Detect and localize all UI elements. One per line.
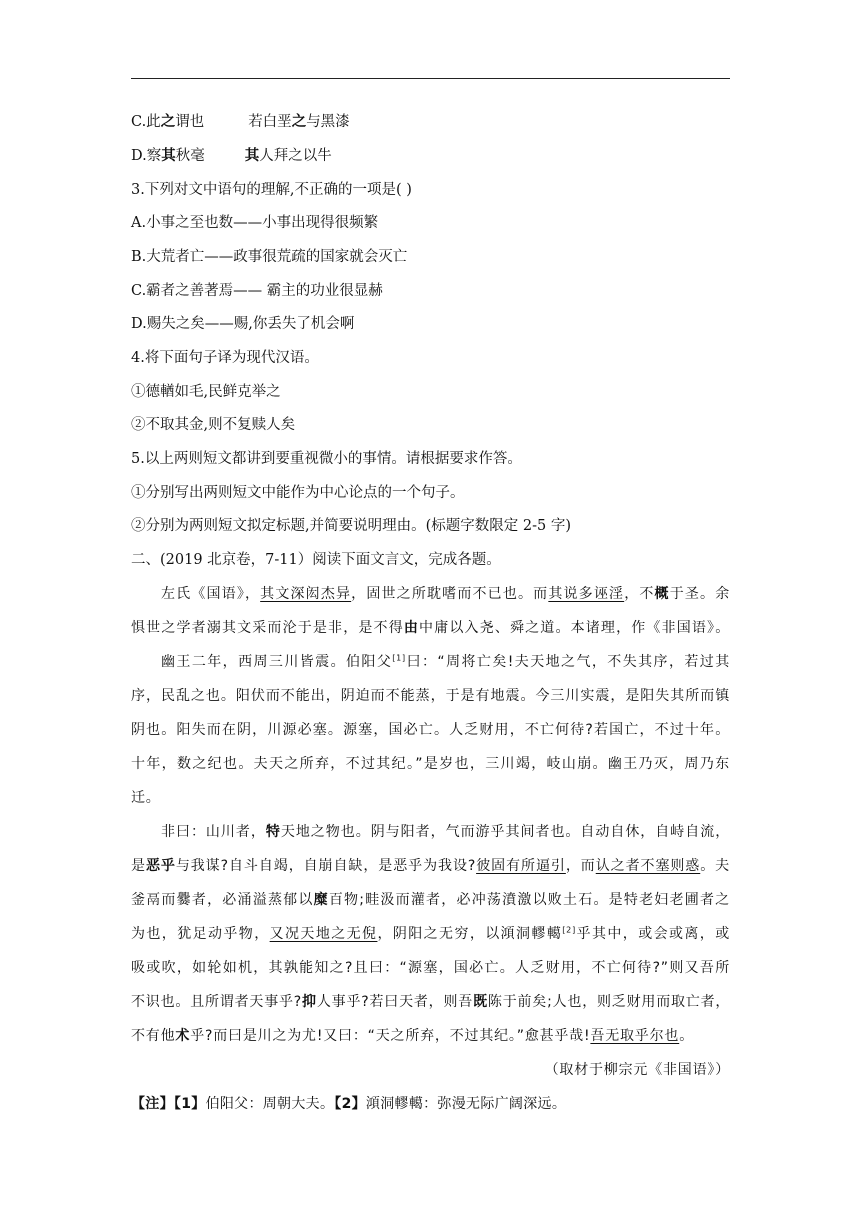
passage-p3-line-4: 为也，犹足动乎物，又况天地之无倪，阴阳之无穷，以澒洞轇轕[2]乎其中，或会或离，或: [131, 925, 731, 942]
q4-stem: 4.将下面句子译为现代汉语。: [131, 350, 319, 366]
footnote-ref-2: [2]: [562, 925, 576, 935]
q3-stem: 3.下列对文中语句的理解,不正确的一项是( ): [131, 182, 412, 198]
passage-p2-line-2: 序，民乱之也。阳伏而不能出，阴迫而不能蒸，于是有地震。今三川实震，是阳失其所而镇: [131, 688, 730, 704]
q5-task-2: ②分别为两则短文拟定标题,并简要说明理由。(标题字数限定 2-5 字): [131, 518, 571, 534]
q5-stem: 5.以上两则短文都讲到要重视微小的事情。请根据要求作答。: [131, 451, 522, 467]
section-2-header: 二、(2019 北京卷，7-11）阅读下面文言文，完成各题。: [131, 552, 501, 568]
q3-option-b: B.大荒者亡——政事很荒疏的国家就会灭亡: [131, 249, 408, 265]
q2-option-c: C.此之谓也 若白垩之与黑漆: [131, 113, 350, 130]
passage-p2-line-3: 阴也。阳失而在阴，川源必塞。源塞，国必亡。人乏财用，不亡何待?若国亡，不过十年。: [131, 722, 730, 738]
passage-p2-line-1: 幽王二年，西周三川皆震。伯阳父[1]曰：“周将亡矣!夫天地之气，不失其序，若过其: [161, 653, 731, 670]
passage-p3-line-1: 非曰：山川者，特天地之物也。阴与阳者，气而游乎其间者也。自动自休，自峙自流，: [161, 824, 730, 840]
passage-p3-line-3: 釜鬲而爨者，必涌溢蒸郁以糜百物;畦汲而灌者，必冲荡濆激以败土石。是特老妇老圃者之: [131, 892, 730, 908]
q3-option-c: C.霸者之善著焉—— 霸主的功业很显赫: [131, 283, 383, 299]
passage-p2-line-5: 迁。: [131, 790, 161, 806]
passage-p2-line-4: 十年，数之纪也。夫天之所弃，不过其纪。”是岁也，三川竭，岐山崩。幽王乃灭，周乃东: [131, 756, 730, 772]
q5-task-1: ①分别写出两则短文中能作为中心论点的一个句子。: [131, 485, 465, 501]
passage-p3-line-2: 是恶乎与我谋?自斗自竭，自崩自缺，是恶乎为我设?彼固有所逼引，而认之者不塞则惑。夫: [131, 858, 730, 874]
q2-option-d: D.察其秋毫 其人拜之以牛: [131, 147, 332, 164]
passage-p3-line-7: 不有他术乎?而曰是川之为尤!又曰：“天之所弃，不过其纪。”愈甚乎哉!吾无取乎尔也。: [131, 1028, 695, 1044]
footnotes: 【注】【1】伯阳父：周朝大夫。【2】澒洞轇轕：弥漫无际广阔深远。: [131, 1096, 567, 1112]
passage-source: （取材于柳宗元《非国语》）: [544, 1062, 730, 1078]
q4-sentence-2: ②不取其金,则不复赎人矣: [131, 417, 296, 433]
passage-p1-line-1: 左氏《国语》，其文深闳杰异，固世之所耽嗜而不已也。而其说多诬淫，不概于圣。余: [161, 586, 731, 602]
q4-sentence-1: ①德輶如毛,民鲜克举之: [131, 384, 281, 400]
q3-option-d: D.赐失之矣——赐,你丢失了机会啊: [131, 316, 355, 332]
passage-p3-line-5: 吸或吹，如轮如机，其孰能知之?且曰：“源塞，国必亡。人乏财用，不亡何待?”则又吾所: [131, 960, 730, 976]
passage-p1-line-2: 惧世之学者溺其文采而沦于是非，是不得由中庸以入尧、舜之道。本诸理，作《非国语》。: [131, 620, 730, 636]
footnote-ref-1: [1]: [392, 653, 406, 663]
header-rule: [131, 78, 730, 79]
q3-option-a: A.小事之至也数——小事出现得很频繁: [131, 215, 379, 231]
passage-p3-line-6: 不识也。且所谓者天事乎?抑人事乎?若曰天者，则吾既陈于前矣;人也，则乏财用而取亡者，: [131, 994, 731, 1010]
